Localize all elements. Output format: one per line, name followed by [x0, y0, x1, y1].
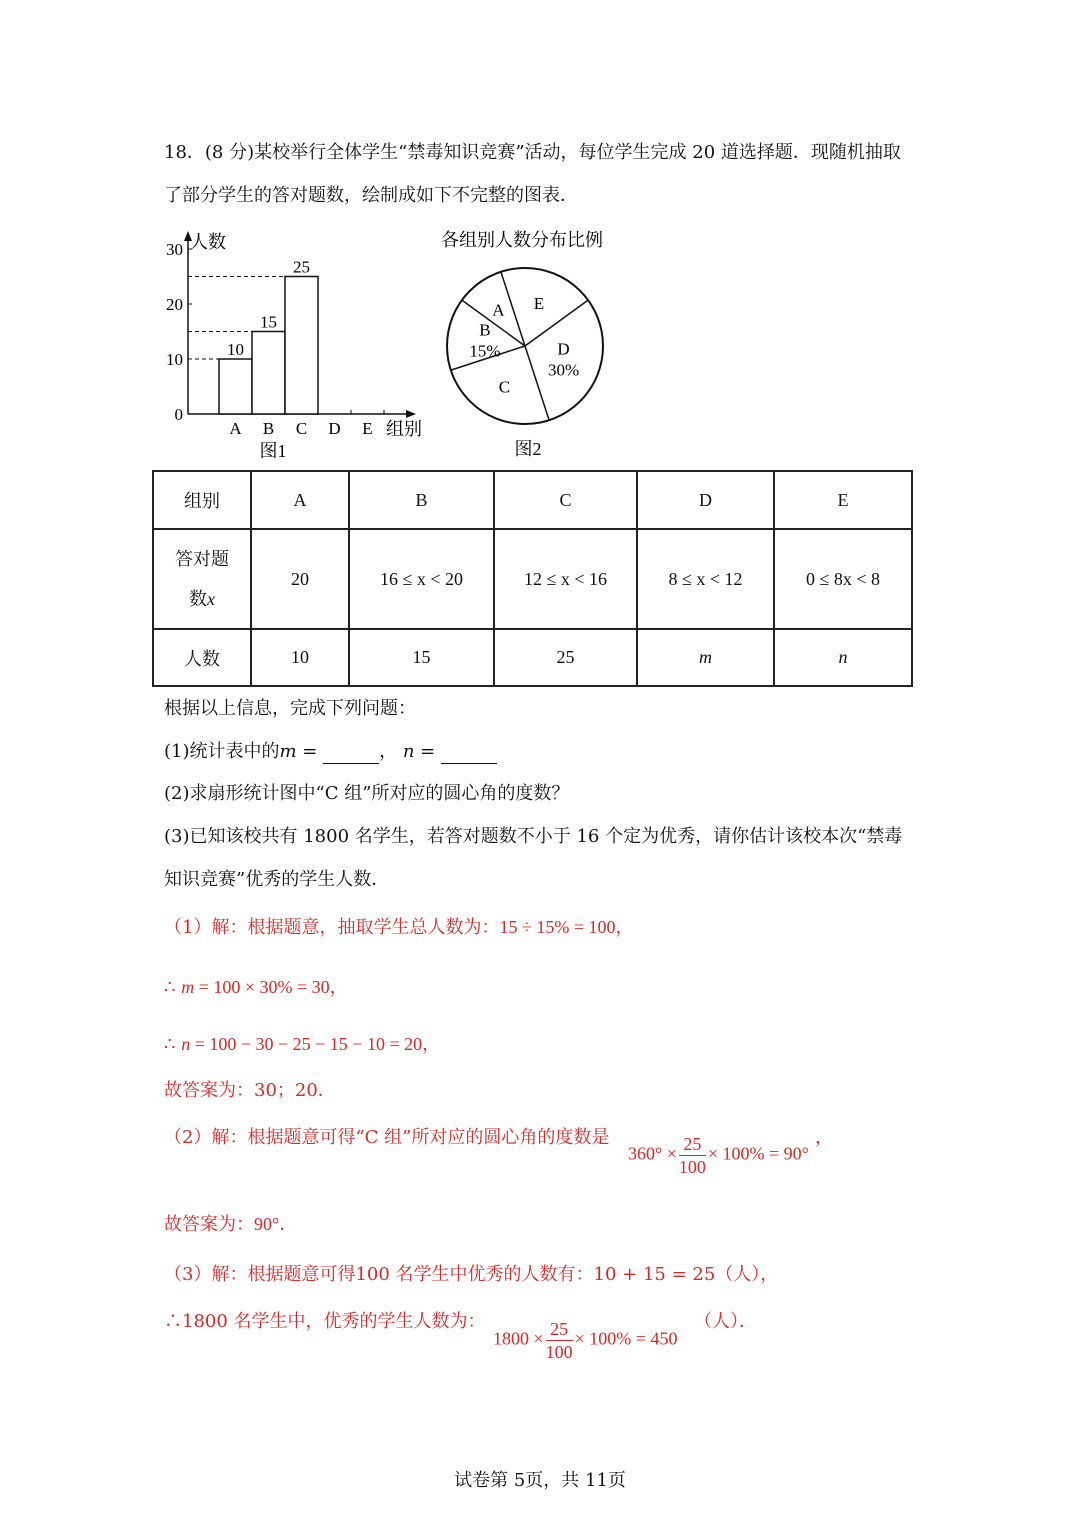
fraction: [679, 1133, 706, 1178]
solution-step-2: [164, 975, 348, 1000]
table-header-cell: A: [251, 471, 349, 529]
chart-title: 各组别人数分布比例: [441, 230, 603, 250]
table-row-count: [153, 629, 912, 686]
bar-value-label: 15: [260, 312, 277, 332]
solution-step-5: （3）解：根据题意可得100 名学生中优秀的人数有：10 + 15 = 25（人），: [164, 1264, 779, 1285]
page-footer: 试卷第 5页，共 11页: [454, 1470, 626, 1491]
row-label-line1: 答对题: [175, 549, 229, 569]
bar: [285, 277, 318, 415]
table-row-score: [153, 529, 912, 629]
solution-text: （1）解：根据题意，抽取学生总人数为：: [164, 917, 500, 938]
pie-chart: [430, 222, 630, 464]
table-row-label: [153, 529, 251, 629]
problem-1: [164, 740, 497, 764]
formula-part: 360° ×: [628, 1143, 677, 1164]
table-cell: 12 ≤ x < 16: [494, 529, 637, 629]
solution-step-3: [164, 1032, 440, 1057]
fraction: [546, 1318, 573, 1363]
problem-3-line-1: (3)已知该校共有 1800 名学生，若答对题数不小于 16 个定为优秀，请你估计该校本次“禁毒: [164, 826, 903, 847]
pie-slice-label: D: [557, 339, 570, 359]
formula-part: 1800 ×: [493, 1328, 544, 1349]
table-header-cell: 组别: [153, 471, 251, 529]
formula-part: × 100% = 450: [574, 1328, 678, 1349]
y-tick-label: 30: [166, 240, 183, 259]
unit-label: （人）．: [694, 1311, 757, 1332]
table-header-row: [153, 471, 912, 529]
x-axis-label: 组别: [386, 419, 422, 439]
row-label-var: x: [207, 589, 215, 609]
formula-part: × 100% = 90°: [707, 1143, 809, 1164]
fraction-numerator: 25: [546, 1318, 573, 1341]
table-cell: 8 ≤ x < 12: [637, 529, 774, 629]
pie-slice-percent: 15%: [469, 341, 501, 361]
y-tick-label: 20: [166, 295, 183, 314]
solution-step-6-formula: [493, 1318, 677, 1363]
x-tick-label: C: [295, 419, 308, 438]
problem-1-prefix: (1)统计表中的: [164, 741, 280, 762]
comma: ，: [815, 1127, 833, 1148]
pie-slice-label: A: [492, 300, 505, 320]
x-tick-label: E: [362, 419, 373, 438]
x-tick-label: B: [262, 419, 275, 438]
y-tick-label: 10: [166, 350, 183, 369]
x-tick-label: A: [229, 419, 242, 438]
problem-2: (2)求扇形统计图中“C 组”所对应的圆心角的度数？: [164, 783, 570, 804]
therefore-symbol: ∴: [164, 1034, 176, 1055]
bar-value-label: 10: [227, 340, 244, 359]
pie-slice-percent: 30%: [547, 360, 580, 380]
pie-slice-label: B: [479, 320, 491, 340]
table-row-label: 人数: [153, 629, 251, 686]
answer-blank-m[interactable]: [323, 745, 379, 764]
problems-intro: 根据以上信息，完成下列问题：: [164, 698, 416, 719]
fraction-denominator: 100: [678, 1157, 706, 1177]
table-cell: 25: [494, 629, 637, 686]
table-header-cell: E: [774, 471, 912, 529]
table-cell: 20: [251, 529, 349, 629]
table-cell: m: [637, 629, 774, 686]
y-axis-label: 人数: [190, 232, 226, 252]
solution-step-4: （2）解：根据题意可得“C 组”所对应的圆心角的度数是: [164, 1127, 610, 1148]
fraction-denominator: 100: [545, 1342, 573, 1362]
answer-text: 故答案为：: [164, 1214, 254, 1235]
question-line-2: 了部分学生的答对题数，绘制成如下不完整的图表．: [164, 185, 578, 206]
table-cell: 0 ≤ 8x < 8: [774, 529, 912, 629]
table-cell: 15: [349, 629, 494, 686]
var-m: m: [279, 741, 297, 762]
bar-value-label: 25: [293, 257, 310, 277]
bar: [219, 359, 252, 414]
comma: ，: [422, 1034, 441, 1055]
pie-slice-label: E: [533, 293, 545, 313]
table-header-cell: D: [637, 471, 774, 529]
solution-math: 15 ÷ 15% = 100: [499, 917, 616, 937]
chart-caption: 图2: [514, 439, 542, 459]
table-header-cell: C: [494, 471, 637, 529]
table-cell: n: [774, 629, 912, 686]
solution-math: = 100 × 30% = 30: [194, 977, 330, 997]
solution-math: = 100 − 30 − 25 − 15 − 10 = 20: [190, 1034, 423, 1054]
equals-sign: =: [296, 741, 324, 762]
var-m: m: [181, 977, 195, 997]
problem-3-line-2: 知识竞赛”优秀的学生人数．: [164, 869, 390, 890]
y-tick-label: 0: [174, 405, 183, 424]
answer-end: ．: [279, 1214, 298, 1235]
table-header-cell: B: [349, 471, 494, 529]
table-cell: 10: [251, 629, 349, 686]
answer-value: 90°: [254, 1214, 280, 1234]
separator: ，: [379, 741, 398, 762]
statistics-table: [152, 470, 913, 687]
table-cell: 16 ≤ x < 20: [349, 529, 494, 629]
solution-step-4-formula: [628, 1133, 809, 1178]
x-axis-arrow-icon: [406, 410, 416, 418]
bar-chart: [150, 218, 440, 464]
bar: [252, 332, 285, 415]
x-tick-label: D: [328, 419, 341, 438]
therefore-symbol: ∴: [164, 977, 176, 998]
equals-sign: =: [414, 741, 441, 762]
question-line-1: 18．(8 分)某校举行全体学生“禁毒知识竞赛”活动，每位学生完成 20 道选择题．现随机抽取: [164, 142, 901, 163]
solution-step-1: [164, 915, 633, 940]
var-n: n: [402, 741, 415, 762]
chart-caption: 图1: [259, 441, 287, 461]
comma: ，: [615, 917, 634, 938]
solution-step-6: ∴1800 名学生中，优秀的学生人数为：: [164, 1311, 486, 1332]
answer-blank-n[interactable]: [441, 745, 497, 764]
row-label-line2: 数: [189, 589, 207, 609]
comma: ，: [329, 977, 348, 998]
answer-1: 故答案为：30；20．: [164, 1080, 336, 1101]
answer-2: [164, 1212, 297, 1237]
fraction-numerator: 25: [679, 1133, 706, 1156]
pie-slice-label: C: [498, 377, 511, 397]
var-n: n: [181, 1034, 191, 1054]
